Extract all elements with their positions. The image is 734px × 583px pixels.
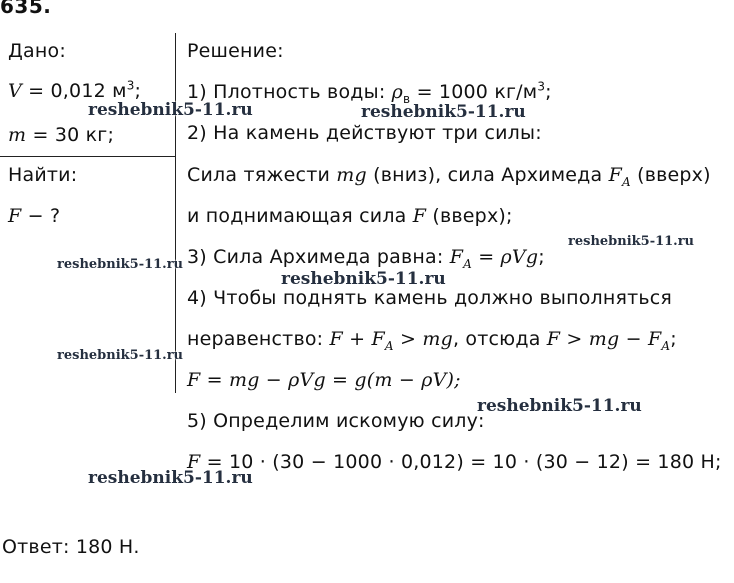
solution-step-4: 4) Чтобы поднять камень должно выполняться bbox=[187, 287, 673, 309]
ineq-sub1: A bbox=[384, 338, 394, 353]
step1-text: 1) Плотность воды: bbox=[187, 81, 392, 103]
find-target bbox=[8, 205, 60, 227]
ineq-left: F + F bbox=[329, 328, 385, 350]
step1-sub: в bbox=[403, 91, 411, 106]
mass-value: = 30 кг; bbox=[26, 124, 115, 146]
step1-end: ; bbox=[545, 81, 552, 103]
table-horizontal-divider bbox=[0, 156, 175, 157]
table-vertical-divider bbox=[175, 33, 176, 393]
watermark-7: reshebnik5-11.ru bbox=[477, 396, 642, 416]
lift-F: F bbox=[412, 205, 427, 227]
solution-formula: F = mg − ρVg = g(m − ρV); bbox=[187, 369, 461, 391]
given-mass bbox=[8, 124, 114, 146]
watermark-6: reshebnik5-11.ru bbox=[57, 348, 184, 363]
solution-step-3 bbox=[187, 246, 545, 271]
find-var: F bbox=[8, 205, 22, 227]
watermark-5: reshebnik5-11.ru bbox=[281, 269, 446, 289]
solution-lift bbox=[187, 205, 513, 227]
calc-F: F bbox=[187, 451, 201, 473]
step1-exp: 3 bbox=[537, 79, 546, 94]
forces-end: (вверх) bbox=[630, 164, 711, 186]
watermark-8: reshebnik5-11.ru bbox=[88, 468, 253, 488]
ineq-right: F > mg − F bbox=[546, 328, 662, 350]
forces-Fsub: A bbox=[621, 174, 631, 189]
calc-rest: = 10 · (30 − 1000 · 0,012) = 10 · (30 − 12) = 180 Н; bbox=[200, 451, 722, 473]
answer: Ответ: 180 Н. bbox=[2, 536, 140, 558]
problem-number: 635. bbox=[0, 0, 52, 18]
solution-step-5: 5) Определим искомую силу: bbox=[187, 410, 485, 432]
find-tail: − ? bbox=[21, 205, 61, 227]
volume-var: V bbox=[8, 80, 22, 102]
solution-inequality bbox=[187, 328, 677, 353]
volume-exp: 3 bbox=[126, 78, 135, 93]
forces-mg: mg bbox=[336, 164, 367, 186]
step1-value: = 1000 кг/м bbox=[410, 81, 538, 103]
step3-F: F bbox=[449, 246, 464, 268]
forces-F: F bbox=[608, 164, 622, 186]
step3-sub: A bbox=[463, 256, 472, 271]
ineq-end: ; bbox=[670, 328, 677, 350]
solution-calculation bbox=[187, 451, 722, 473]
lift-pre: и поднимающая сила bbox=[187, 205, 413, 227]
solution-step-2: 2) На камень действуют три силы: bbox=[187, 122, 542, 144]
watermark-3: reshebnik5-11.ru bbox=[568, 234, 695, 249]
watermark-2: reshebnik5-11.ru bbox=[361, 102, 526, 122]
ineq-mid: > mg bbox=[393, 328, 453, 350]
solution-header: Решение: bbox=[187, 40, 284, 62]
forces-pre: Сила тяжести bbox=[187, 164, 337, 186]
ineq-sub2: A bbox=[661, 338, 671, 353]
lift-end: (вверх); bbox=[426, 205, 513, 227]
given-volume bbox=[8, 80, 141, 102]
solution-forces bbox=[187, 164, 711, 189]
step3-end: ; bbox=[538, 246, 545, 268]
mass-var: m bbox=[8, 124, 27, 146]
volume-value: = 0,012 м bbox=[21, 80, 127, 102]
ineq-text: , отсюда bbox=[452, 328, 547, 350]
step3-text: 3) Сила Архимеда равна: bbox=[187, 246, 450, 268]
forces-mid: (вниз), сила Архимеда bbox=[366, 164, 609, 186]
step3-rest: = ρVg bbox=[471, 246, 539, 268]
given-header: Дано: bbox=[8, 40, 66, 62]
find-header: Найти: bbox=[8, 164, 78, 186]
step1-rho: ρ bbox=[391, 81, 404, 103]
volume-tail: ; bbox=[134, 80, 142, 102]
watermark-4: reshebnik5-11.ru bbox=[57, 257, 184, 272]
watermark-1: reshebnik5-11.ru bbox=[88, 100, 253, 120]
ineq-pre: неравенство: bbox=[187, 328, 330, 350]
